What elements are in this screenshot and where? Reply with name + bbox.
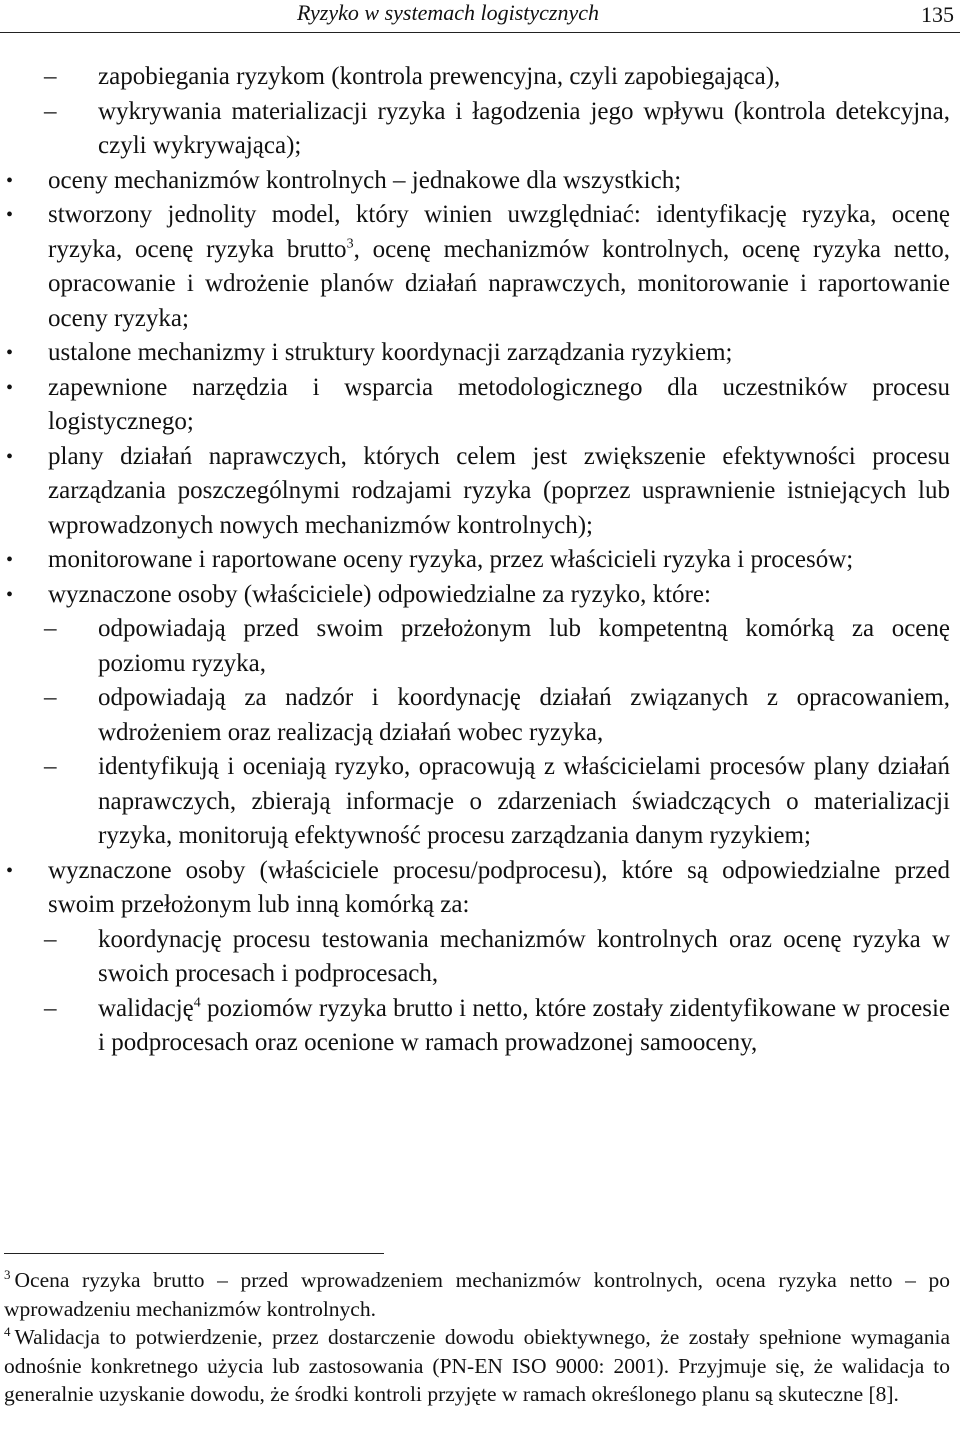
list-item-text: stworzony jednolity model, który winien uwzględniać: identyfikację ryzyka, ocenę ryzyka, ocenę ryzyka brutto — [48, 201, 950, 263]
list-item — [0, 578, 960, 613]
running-head: Ryzyko w systemach logistycznych — [297, 0, 600, 25]
footnote-text: Ocena ryzyka brutto – przed wprowadzeniem mechanizmów kontrolnych, ocena ryzyka netto – po wprowadzeniu mechanizmów kontrolnych. — [4, 1268, 950, 1321]
list-item — [0, 992, 960, 1061]
list-item — [0, 336, 960, 371]
dash-marker: – — [44, 684, 57, 711]
dash-marker: – — [44, 97, 57, 125]
footnote-text: Walidacja to potwierdzenie, przez dostarczenie dowodu obiektywnego, że zostały spełnione wymagania odnośnie konkretnego użycia lub zastosowania (PN-EN ISO 9000: 2001). Przyjmuje się, że walidacja to generalnie uzyskanie dowodu, że środki kontroli przyjęte w ramach określonego planu są skuteczne [8]. — [4, 1325, 950, 1406]
footnote — [4, 1266, 950, 1323]
list-item — [0, 164, 960, 199]
list-item-text: wyznaczone osoby (właściciele) odpowiedzialne za ryzyko, które: — [48, 580, 711, 608]
list-item — [0, 95, 960, 164]
list-item — [0, 612, 960, 681]
list-item-text: walidację — [98, 994, 194, 1022]
footnote-reference: 4 — [193, 995, 201, 1011]
footnote-number: 4 — [4, 1323, 11, 1339]
list-item-text: plany działań naprawczych, których celem jest zwiększenie efektywności procesu zarządzania poszczególnymi rodzajami ryzyka (poprzez usprawnienie istniejących lub wprowadzonych nowych mechanizmów kontrolnych); — [48, 442, 950, 539]
page-number: 135 — [921, 2, 954, 27]
footnote-separator — [4, 1253, 384, 1254]
bullet-marker: • — [6, 376, 14, 399]
bullet-marker: • — [6, 169, 14, 192]
bullet-marker: • — [6, 583, 14, 606]
dash-marker: – — [44, 615, 57, 642]
list-item — [0, 440, 960, 544]
list-item-text: odpowiadają za nadzór i koordynację działań związanych z opracowaniem, wdrożeniem oraz realizacją działań wobec ryzyka, — [98, 684, 950, 746]
footnotes — [4, 1266, 950, 1409]
dash-marker: – — [44, 925, 57, 953]
bullet-marker: • — [6, 445, 14, 468]
footnote-number: 3 — [4, 1266, 11, 1282]
list-item-text: , ocenę mechanizmów kontrolnych, ocenę ryzyka netto, opracowanie i wdrożenie planów działań naprawczych, monitorowanie i raportowanie oceny ryzyka; — [48, 235, 951, 332]
list-item — [0, 681, 960, 750]
list-item-text: monitorowane i raportowane oceny ryzyka, przez właścicieli ryzyka i procesów; — [48, 546, 854, 573]
dash-marker: – — [44, 63, 57, 90]
list-item — [0, 60, 960, 95]
bullet-marker: • — [6, 549, 14, 571]
body-text — [0, 60, 960, 1061]
list-item — [0, 371, 960, 440]
list-item-text: ustalone mechanizmy i struktury koordynacji zarządzania ryzykiem; — [48, 339, 733, 366]
bullet-marker: • — [6, 859, 14, 882]
list-item-text: oceny mechanizmów kontrolnych – jednakowe dla wszystkich; — [48, 166, 682, 194]
list-item-text: zapewnione narzędzia i wsparcia metodologicznego dla uczestników procesu logistycznego; — [48, 373, 950, 435]
bullet-marker: • — [6, 204, 14, 226]
dash-marker: – — [44, 994, 57, 1022]
list-item-text: odpowiadają przed swoim przełożonym lub kompetentną komórką za ocenę poziomu ryzyka, — [98, 615, 950, 677]
list-item-text: wyznaczone osoby (właściciele procesu/podprocesu), które są odpowiedzialne przed swoim przełożonym lub inną komórką za: — [48, 856, 950, 918]
list-item — [0, 750, 960, 854]
bullet-marker: • — [6, 342, 14, 364]
list-item — [0, 854, 960, 923]
footnote — [4, 1323, 950, 1409]
list-item-text: zapobiegania ryzykom (kontrola prewencyjna, czyli zapobiegająca), — [98, 63, 781, 90]
list-item-text: poziomów ryzyka brutto i netto, które zostały zidentyfikowane w procesie i podprocesach oraz ocenione w ramach prowadzonej samooceny, — [98, 994, 950, 1056]
list-item — [0, 923, 960, 992]
dash-marker: – — [44, 753, 57, 780]
list-item-text: identyfikują i oceniają ryzyko, opracowują z właścicielami procesów plany działań naprawczych, zbierają informacje o zdarzeniach świadczących o materializacji ryzyka, monitorują efektywność procesu zarządzania danym ryzykiem; — [98, 753, 950, 849]
list-item — [0, 543, 960, 578]
footnote-reference: 3 — [346, 236, 354, 252]
list-item-text: wykrywania materializacji ryzyka i łagodzenia jego wpływu (kontrola detekcyjna, czyli wykrywająca); — [98, 97, 950, 159]
list-item — [0, 198, 960, 336]
page-header — [0, 0, 960, 33]
list-item-text: koordynację procesu testowania mechanizmów kontrolnych oraz ocenę ryzyka w swoich procesach i podprocesach, — [98, 925, 950, 987]
